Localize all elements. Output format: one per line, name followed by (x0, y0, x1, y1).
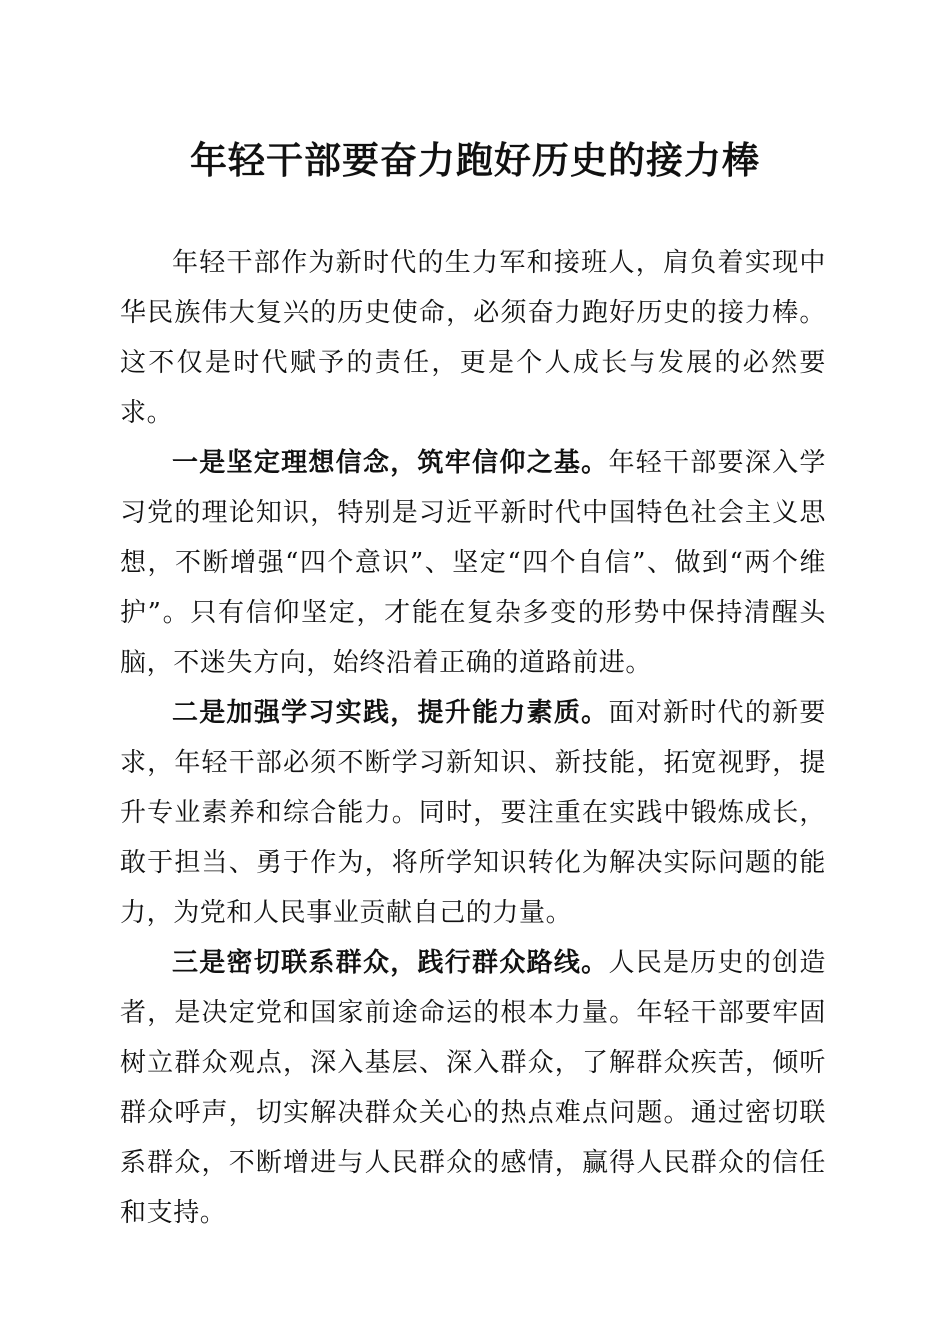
section-paragraph-1 (120, 438, 826, 688)
document-body (120, 238, 826, 1238)
section-1-text: 年轻干部要深入学习党的理论知识，特别是习近平新时代中国特色社会主义思想，不断增强“四个意识”、坚定“四个自信”、做到“两个维护”。只有信仰坚定，才能在复杂多变的形势中保持清醒头脑，不迷失方向，始终沿着正确的道路前进。 (120, 448, 826, 678)
intro-paragraph: 年轻干部作为新时代的生力军和接班人，肩负着实现中华民族伟大复兴的历史使命，必须奋力跑好历史的接力棒。这不仅是时代赋予的责任，更是个人成长与发展的必然要求。 (120, 248, 826, 428)
section-2-text: 面对新时代的新要求，年轻干部必须不断学习新知识、新技能，拓宽视野，提升专业素养和综合能力。同时，要注重在实践中锻炼成长，敢于担当、勇于作为，将所学知识转化为解决实际问题的能力，为党和人民事业贡献自己的力量。 (120, 698, 826, 928)
section-2-lead: 二是加强学习实践，提升能力素质。 (172, 698, 609, 728)
section-paragraph-3 (120, 938, 826, 1238)
section-paragraph-2 (120, 688, 826, 938)
document-title: 年轻干部要奋力跑好历史的接力棒 (190, 138, 760, 182)
section-3-lead: 三是密切联系群众，践行群众路线。 (172, 948, 609, 978)
section-1-lead: 一是坚定理想信念，筑牢信仰之基。 (172, 448, 609, 478)
section-3-text: 人民是历史的创造者，是决定党和国家前途命运的根本力量。年轻干部要牢固树立群众观点，深入基层、深入群众，了解群众疾苦，倾听群众呼声，切实解决群众关心的热点难点问题。通过密切联系群众，不断增进与人民群众的感情，赢得人民群众的信任和支持。 (120, 948, 826, 1228)
